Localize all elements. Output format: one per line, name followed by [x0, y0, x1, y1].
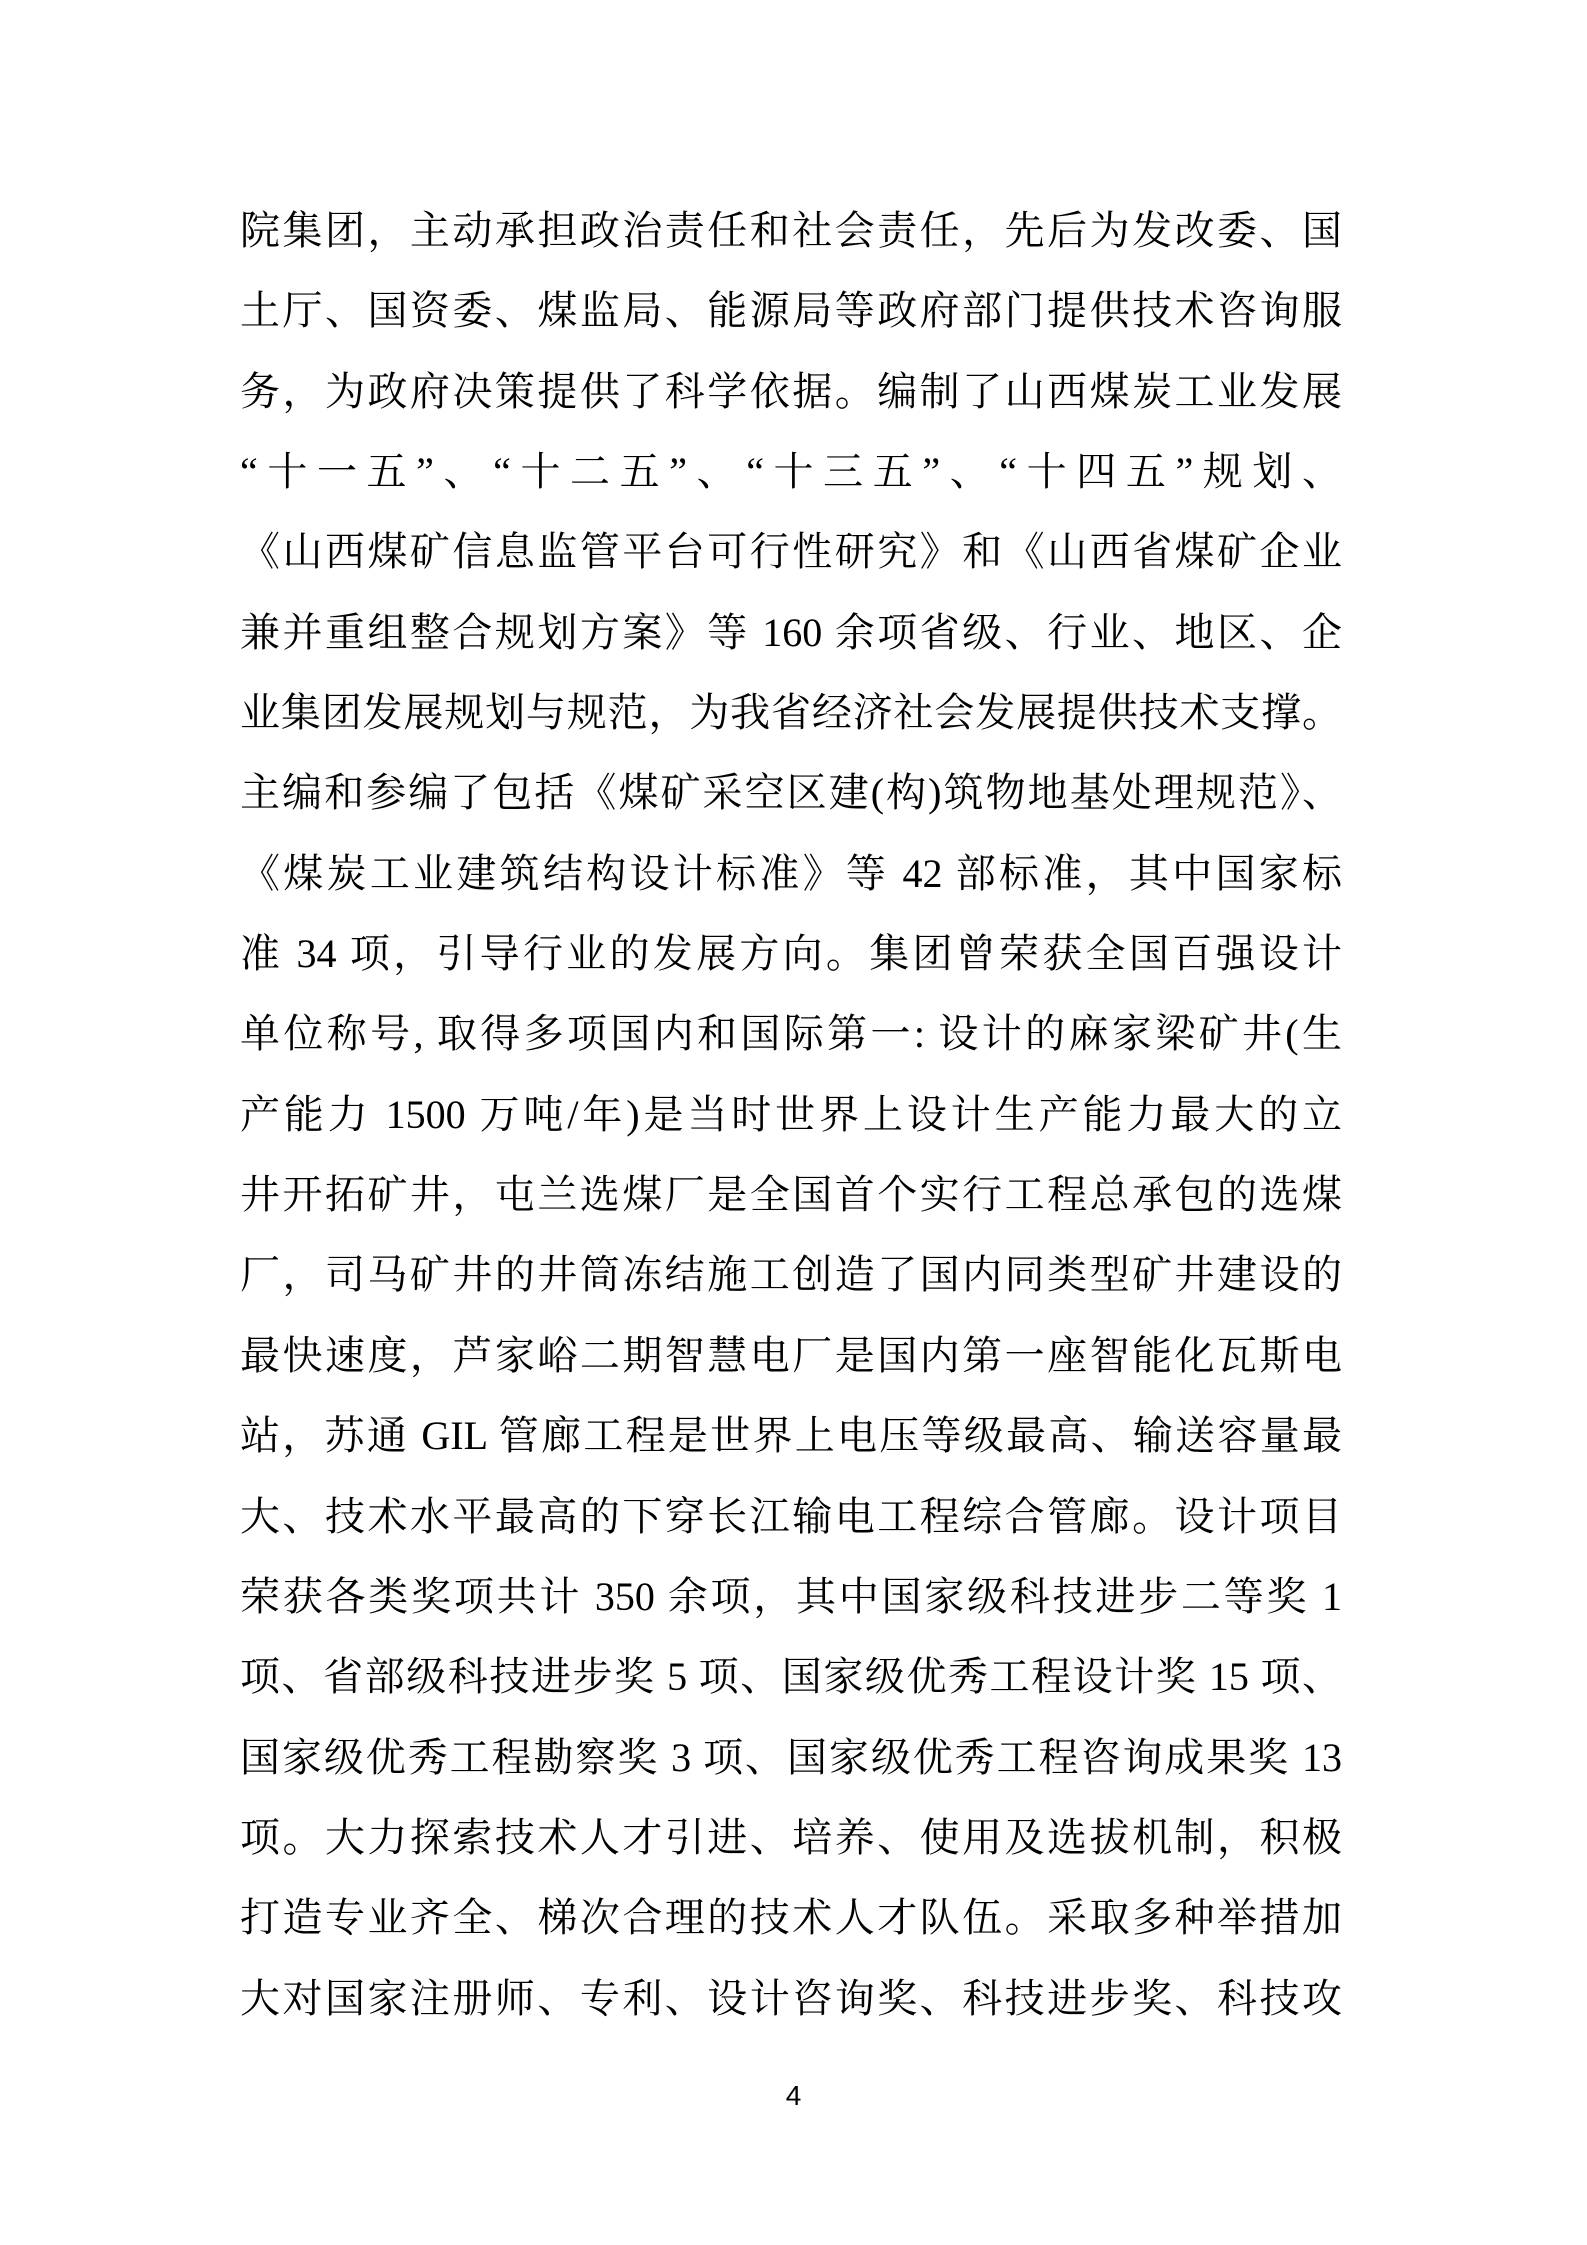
text-line: 厂，司马矿井的井筒冻结施工创造了国内同类型矿井建设的 — [240, 1252, 1342, 1298]
text-line: “十一五”、“十二五”、“十三五”、“十四五”规划、 — [240, 449, 1342, 495]
text-line: 站，苏通 GIL 管廊工程是世界上电压等级最高、输送容量最 — [240, 1413, 1342, 1459]
text-line: 准 34 项，引导行业的发展方向。集团曾荣获全国百强设计 — [240, 931, 1342, 977]
text-line: 打造专业齐全、梯次合理的技术人才队伍。采取多种举措加 — [240, 1895, 1342, 1941]
text-line: 荣获各类奖项共计 350 余项，其中国家级科技进步二等奖 1 — [240, 1573, 1342, 1619]
text-line: 《煤炭工业建筑结构设计标准》等 42 部标准，其中国家标 — [240, 850, 1342, 896]
text-line: 国家级优秀工程勘察奖 3 项、国家级优秀工程咨询成果奖 13 — [240, 1734, 1342, 1780]
text-line: 业集团发展规划与规范，为我省经济社会发展提供技术支撑。 — [240, 690, 1342, 736]
text-line: 主编和参编了包括《煤矿采空区建(构)筑物地基处理规范》、 — [240, 770, 1342, 816]
text-line: 单位称号, 取得多项国内和国际第一: 设计的麻家梁矿井(生 — [240, 1011, 1342, 1057]
text-line: 产能力 1500 万吨/年)是当时世界上设计生产能力最大的立 — [240, 1091, 1342, 1137]
text-line: 务，为政府决策提供了科学依据。编制了山西煤炭工业发展 — [240, 368, 1342, 414]
text-line: 大、技术水平最高的下穿长江输电工程综合管廊。设计项目 — [240, 1493, 1342, 1539]
text-line: 大对国家注册师、专利、设计咨询奖、科技进步奖、科技攻 — [240, 1975, 1342, 2021]
text-line: 项、省部级科技进步奖 5 项、国家级优秀工程设计奖 15 项、 — [240, 1654, 1342, 1700]
text-line: 兼并重组整合规划方案》等 160 余项省级、行业、地区、企 — [240, 609, 1342, 655]
text-line: 院集团，主动承担政治责任和社会责任，先后为发改委、国 — [240, 208, 1342, 253]
text-line: 项。大力探索技术人才引进、培养、使用及选拔机制，积极 — [240, 1814, 1342, 1860]
text-line: 土厅、国资委、煤监局、能源局等政府部门提供技术咨询服 — [240, 288, 1342, 334]
text-line: 最快速度，芦家峪二期智慧电厂是国内第一座智能化瓦斯电 — [240, 1332, 1342, 1378]
page-number: 4 — [785, 2080, 802, 2111]
text-line: 《山西煤矿信息监管平台可行性研究》和《山西省煤矿企业 — [240, 529, 1342, 575]
text-line: 井开拓矿井，屯兰选煤厂是全国首个实行工程总承包的选煤 — [240, 1172, 1342, 1218]
document-body — [240, 191, 1342, 2039]
